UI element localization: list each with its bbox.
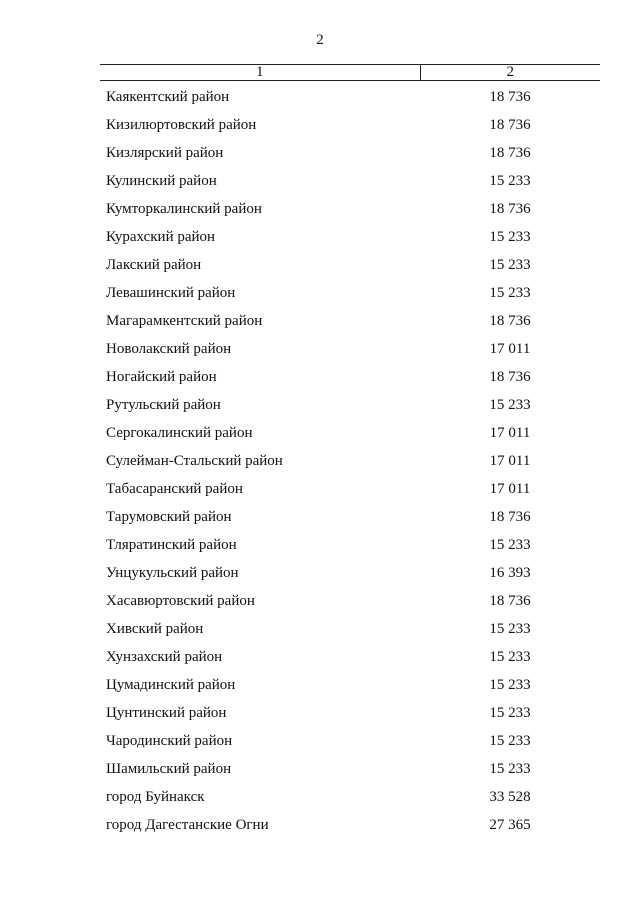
page-number: 2 xyxy=(316,32,324,48)
table-row xyxy=(100,167,600,195)
amount-cell: 15 233 xyxy=(489,257,531,273)
district-name-cell: Цумадинский район xyxy=(106,677,236,693)
amount-cell: 15 233 xyxy=(489,677,531,693)
column-header-1: 1 xyxy=(100,65,420,81)
table-row xyxy=(100,615,600,643)
district-name-cell: Магарамкентский район xyxy=(106,313,263,329)
amount-cell: 15 233 xyxy=(489,705,531,721)
district-name-cell: Лакский район xyxy=(106,257,202,273)
table-row xyxy=(100,363,600,391)
district-table xyxy=(100,64,600,839)
district-name-cell: Кизилюртовский район xyxy=(106,117,257,133)
district-name-cell: Кизлярский район xyxy=(106,145,224,161)
district-name-cell: город Буйнакск xyxy=(106,789,205,805)
table-row xyxy=(100,531,600,559)
table-row xyxy=(100,503,600,531)
district-name-cell: Сулейман-Стальский район xyxy=(106,453,283,469)
district-name-cell: Новолакский район xyxy=(106,341,232,357)
table-row xyxy=(100,587,600,615)
header-row xyxy=(100,65,600,81)
amount-cell: 18 736 xyxy=(489,369,531,385)
district-name-cell: Чародинский район xyxy=(106,733,233,749)
amount-cell: 18 736 xyxy=(489,89,531,105)
amount-cell: 18 736 xyxy=(489,313,531,329)
district-name-cell: Табасаранский район xyxy=(106,481,243,497)
table-row xyxy=(100,391,600,419)
amount-cell: 17 011 xyxy=(489,425,531,441)
table-header xyxy=(100,65,600,81)
district-name-cell: Сергокалинский район xyxy=(106,425,253,441)
district-name-cell: Курахский район xyxy=(106,229,216,245)
table-row xyxy=(100,111,600,139)
table-body xyxy=(100,81,600,840)
district-name-cell: Хивский район xyxy=(106,621,204,637)
table-row xyxy=(100,223,600,251)
district-name-cell: Шамильский район xyxy=(106,761,232,777)
district-name-cell: Хунзахский район xyxy=(106,649,223,665)
district-name-cell: Каякентский район xyxy=(106,89,230,105)
amount-cell: 18 736 xyxy=(489,509,531,525)
district-name-cell: Кумторкалинский район xyxy=(106,201,262,217)
table-row xyxy=(100,419,600,447)
district-name-cell: Кулинский район xyxy=(106,173,217,189)
district-name-cell: Рутульский район xyxy=(106,397,221,413)
amount-cell: 33 528 xyxy=(489,789,531,805)
table-row xyxy=(100,139,600,167)
table-row xyxy=(100,447,600,475)
amount-cell: 15 233 xyxy=(489,537,531,553)
district-name-cell: Тарумовский район xyxy=(106,509,232,525)
table-row xyxy=(100,727,600,755)
table-row xyxy=(100,755,600,783)
table-row xyxy=(100,335,600,363)
district-name-cell: Унцукульский район xyxy=(106,565,239,581)
table-row xyxy=(100,643,600,671)
table-row xyxy=(100,251,600,279)
amount-cell: 15 233 xyxy=(489,285,531,301)
amount-cell: 17 011 xyxy=(489,481,531,497)
column-header-2: 2 xyxy=(420,65,600,81)
table-row xyxy=(100,811,600,839)
amount-cell: 16 393 xyxy=(489,565,531,581)
amount-cell: 17 011 xyxy=(489,453,531,469)
amount-cell: 27 365 xyxy=(489,817,531,833)
amount-cell: 15 233 xyxy=(489,649,531,665)
amount-cell: 15 233 xyxy=(489,761,531,777)
district-name-cell: Хасавюртовский район xyxy=(106,593,255,609)
district-name-cell: Ногайский район xyxy=(106,369,217,385)
table-row xyxy=(100,81,600,112)
table-row xyxy=(100,699,600,727)
amount-cell: 18 736 xyxy=(489,145,531,161)
amount-cell: 17 011 xyxy=(489,341,531,357)
district-name-cell: Левашинский район xyxy=(106,285,236,301)
amount-cell: 18 736 xyxy=(489,201,531,217)
table-row xyxy=(100,475,600,503)
table-row xyxy=(100,195,600,223)
district-name-cell: Тляратинский район xyxy=(106,537,237,553)
table-row xyxy=(100,559,600,587)
amount-cell: 18 736 xyxy=(489,593,531,609)
table-row xyxy=(100,279,600,307)
amount-cell: 15 233 xyxy=(489,397,531,413)
amount-cell: 15 233 xyxy=(489,733,531,749)
amount-cell: 18 736 xyxy=(489,117,531,133)
amount-cell: 15 233 xyxy=(489,173,531,189)
table-row xyxy=(100,307,600,335)
table-row xyxy=(100,671,600,699)
amount-cell: 15 233 xyxy=(489,621,531,637)
district-name-cell: Цунтинский район xyxy=(106,705,227,721)
district-name-cell: город Дагестанские Огни xyxy=(106,817,269,833)
table-row xyxy=(100,783,600,811)
amount-cell: 15 233 xyxy=(489,229,531,245)
